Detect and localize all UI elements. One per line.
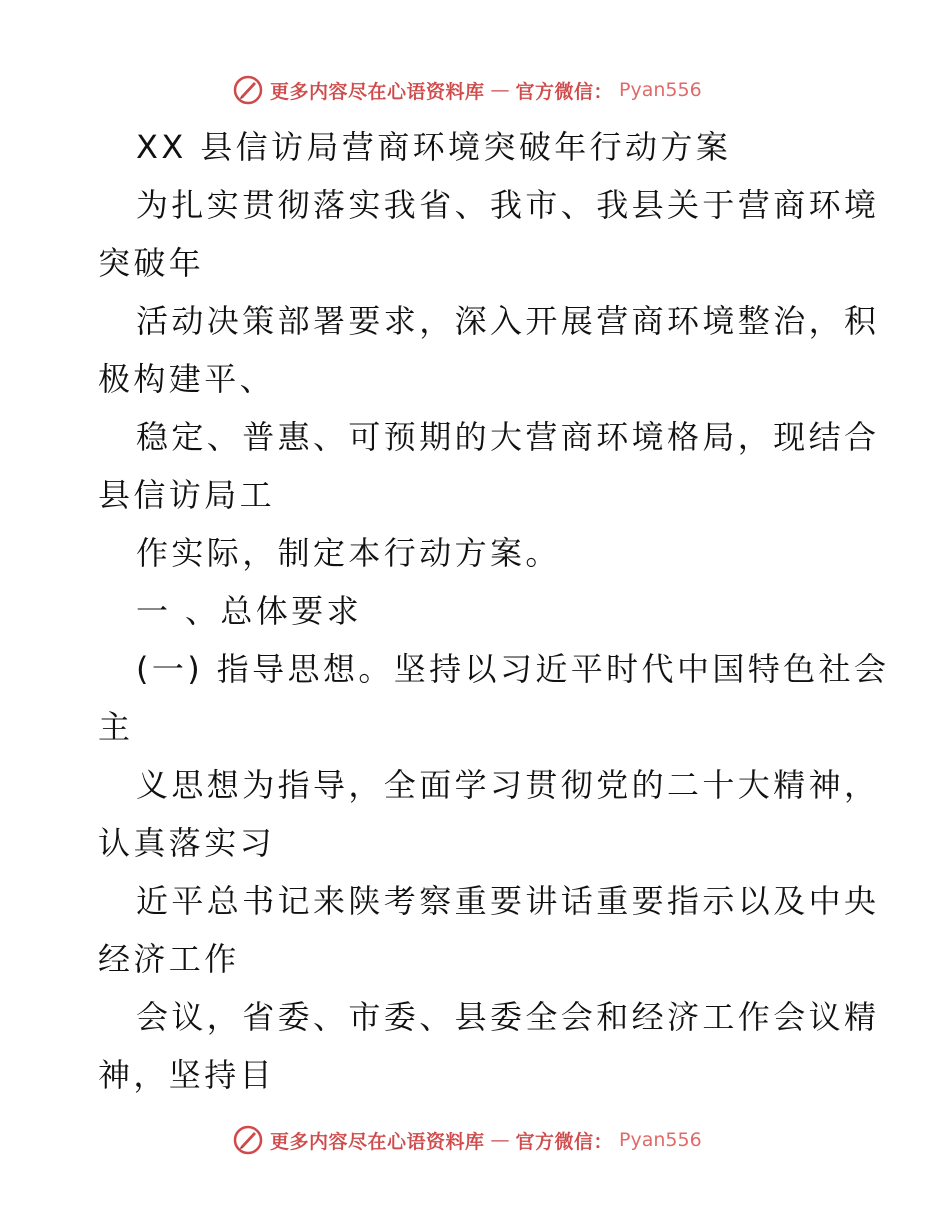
section-heading: 一 、总体要求: [136, 592, 362, 630]
watermark-main-text: 更多内容尽在心语资料库: [270, 80, 485, 103]
quill-logo-icon: [232, 74, 264, 106]
text-line: 神，坚持目: [98, 1056, 276, 1094]
watermark-wechat-label: 官方微信：: [515, 1130, 614, 1153]
watermark-wechat-label: 官方微信：: [515, 80, 614, 103]
text-line: 会议，省委、市委、县委全会和经济工作会议精: [136, 998, 880, 1036]
header-watermark: [232, 70, 702, 110]
text-line: 义思想为指导，全面学习贯彻党的二十大精神，: [136, 766, 880, 804]
quill-logo-icon: [232, 1124, 264, 1156]
text-line: 经济工作: [98, 940, 240, 978]
text-line: 近平总书记来陕考察重要讲话重要指示以及中央: [136, 882, 880, 920]
text-line: 主: [98, 708, 134, 746]
text-line: 极构建平、: [98, 360, 276, 398]
text-line: 突破年: [98, 244, 205, 282]
text-line: 县信访局工: [98, 476, 276, 514]
watermark-main-text: 更多内容尽在心语资料库: [270, 1130, 485, 1153]
text-line: 稳定、普惠、可预期的大营商环境格局，现结合: [136, 418, 880, 456]
footer-watermark: [232, 1120, 702, 1160]
text-line: 为扎实贯彻落实我省、我市、我县关于营商环境: [136, 186, 880, 224]
text-line: 活动决策部署要求，深入开展营商环境整治，积: [136, 302, 880, 340]
text-line: 认真落实习: [98, 824, 276, 862]
watermark-separator: —: [490, 79, 510, 101]
text-line: (一) 指导思想。坚持以习近平时代中国特色社会: [136, 650, 890, 688]
document-body: [98, 118, 890, 1104]
text-line: 作实际，制定本行动方案。: [136, 534, 561, 572]
watermark-wechat-id: Pyan556: [619, 1129, 702, 1151]
watermark-wechat-id: Pyan556: [619, 79, 702, 101]
watermark-separator: —: [490, 1129, 510, 1151]
document-title: XX 县信访局营商环境突破年行动方案: [136, 128, 732, 166]
